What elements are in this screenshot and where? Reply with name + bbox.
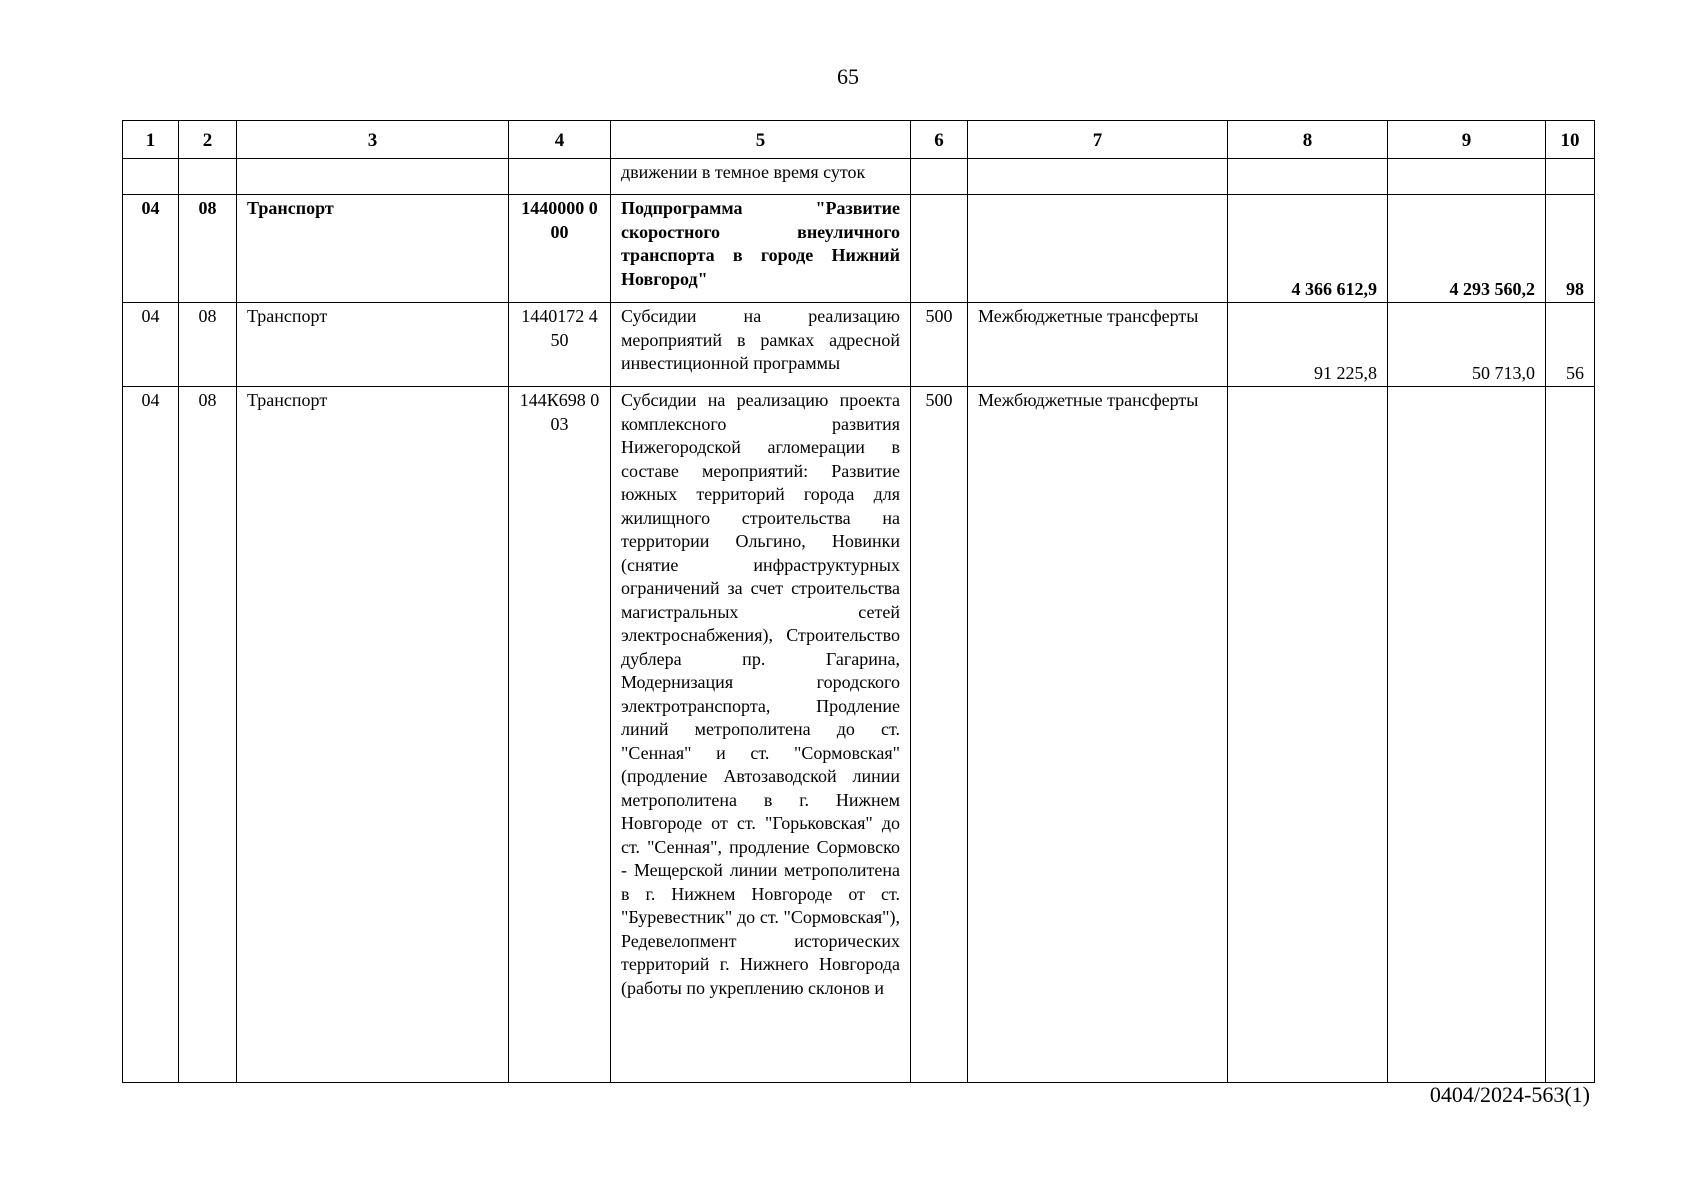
- cell-code: 1440172 450: [509, 303, 611, 387]
- cell-type-code: 500: [911, 303, 968, 387]
- document-id: 0404/2024-563(1): [1429, 1082, 1590, 1107]
- col-header-6: 6: [911, 121, 968, 159]
- cell-subsection: [179, 159, 237, 195]
- cell-section: 04: [123, 303, 179, 387]
- cell-type-name: [968, 159, 1228, 195]
- cell-value-10: [1546, 387, 1595, 1083]
- table-row: [123, 387, 1595, 1083]
- cell-value-8: [1228, 159, 1388, 195]
- cell-type-code: 500: [911, 387, 968, 1083]
- cell-value-8: 4 366 612,9: [1228, 195, 1388, 303]
- cell-section: 04: [123, 387, 179, 1083]
- cell-value-10: 56: [1546, 303, 1595, 387]
- cell-code: 144К698 003: [509, 387, 611, 1083]
- cell-description: движении в темное время суток: [611, 159, 911, 195]
- header-row: [123, 121, 1595, 159]
- page-number: 65: [837, 64, 859, 89]
- cell-code: [509, 159, 611, 195]
- cell-section: 04: [123, 195, 179, 303]
- cell-value-10: [1546, 159, 1595, 195]
- cell-section: [123, 159, 179, 195]
- cell-value-8: [1228, 387, 1388, 1083]
- col-header-2: 2: [179, 121, 237, 159]
- cell-description: Субсидии на реализацию проекта комплексного развития Нижегородской агломерации в составе мероприятий: Развитие южных территорий города для жилищного строительства на территории Ольгино, Новинки (снятие инфраструктурных ограничений за счет строительства магистральных сетей электроснабжения), Строительство дублера пр. Гагарина, Модернизация городского электротранспорта, Продление линий метрополитена до ст. "Сенная" и ст. "Сормовская" (продление Автозаводской линии метрополитена в г. Нижнем Новгороде от ст. "Горьковская" до ст. "Сенная", продление Сормовско - Мещерской линии метрополитена в г. Нижнем Новгороде от ст. "Буревестник" до ст. "Сормовская"), Редевелопмент исторических территорий г. Нижнего Новгорода (работы по укреплению склонов и: [611, 387, 911, 1083]
- table-row: [123, 195, 1595, 303]
- cell-name: [237, 159, 509, 195]
- col-header-9: 9: [1388, 121, 1546, 159]
- table-row: [123, 303, 1595, 387]
- cell-name: Транспорт: [237, 387, 509, 1083]
- cell-name: Транспорт: [237, 303, 509, 387]
- col-header-5: 5: [611, 121, 911, 159]
- cell-name: Транспорт: [237, 195, 509, 303]
- cell-type-code: [911, 159, 968, 195]
- col-header-4: 4: [509, 121, 611, 159]
- cell-description: Субсидии на реализацию мероприятий в рамках адресной инвестиционной программы: [611, 303, 911, 387]
- cell-type-name: Межбюджетные трансферты: [968, 387, 1228, 1083]
- cell-code: 1440000 000: [509, 195, 611, 303]
- cell-subsection: 08: [179, 387, 237, 1083]
- cell-type-code: [911, 195, 968, 303]
- cell-subsection: 08: [179, 303, 237, 387]
- cell-description: Подпрограмма "Развитие скоростного внеуличного транспорта в городе Нижний Новгород": [611, 195, 911, 303]
- cell-value-9: [1388, 387, 1546, 1083]
- col-header-1: 1: [123, 121, 179, 159]
- cell-value-9: 4 293 560,2: [1388, 195, 1546, 303]
- col-header-3: 3: [237, 121, 509, 159]
- cell-value-10: 98: [1546, 195, 1595, 303]
- budget-table: [122, 120, 1595, 1083]
- cell-type-name: [968, 195, 1228, 303]
- cell-value-8: 91 225,8: [1228, 303, 1388, 387]
- cell-subsection: 08: [179, 195, 237, 303]
- col-header-10: 10: [1546, 121, 1595, 159]
- col-header-7: 7: [968, 121, 1228, 159]
- col-header-8: 8: [1228, 121, 1388, 159]
- cell-type-name: Межбюджетные трансферты: [968, 303, 1228, 387]
- cell-value-9: [1388, 159, 1546, 195]
- cell-value-9: 50 713,0: [1388, 303, 1546, 387]
- table-row: [123, 159, 1595, 195]
